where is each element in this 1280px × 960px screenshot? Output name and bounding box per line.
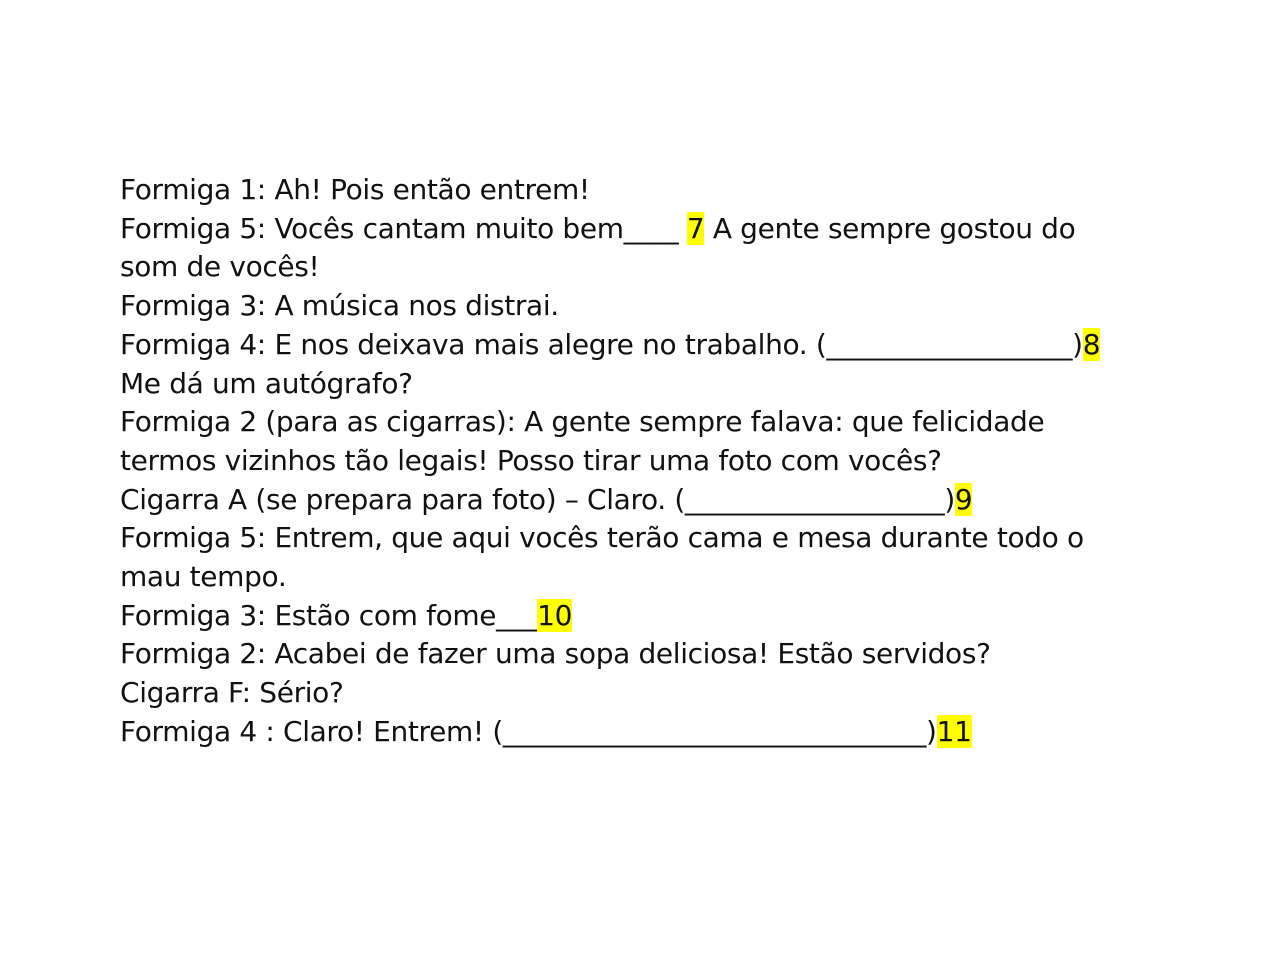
line-text: Formiga 1: Ah! Pois então entrem! [120, 173, 590, 206]
highlighted-number: 9 [954, 482, 973, 516]
highlighted-number: 10 [537, 598, 573, 632]
line-text: Me dá um autógrafo? [120, 366, 413, 400]
text-line [120, 713, 1180, 752]
text-line [120, 171, 1180, 210]
text-line [120, 558, 1180, 597]
text-line [120, 635, 1180, 674]
text-line [120, 248, 1180, 287]
line-text: Formiga 5: Vocês cantam muito bem____ [120, 211, 687, 245]
line-text: mau tempo. [120, 560, 287, 594]
document-body [120, 171, 1180, 752]
line-text: A gente sempre gostou do [704, 211, 1076, 245]
line-text: Formiga 4 : Claro! Entrem! (_______________________________) [120, 714, 937, 748]
line-text: termos vizinhos tão legais! Posso tirar uma foto com vocês? [120, 443, 942, 477]
text-line [120, 326, 1180, 365]
highlighted-number: 11 [936, 714, 972, 748]
text-line [120, 442, 1180, 481]
line-text: Formiga 4: E nos deixava mais alegre no trabalho. (__________________) [120, 327, 1083, 361]
line-text: Cigarra F: Sério? [120, 676, 344, 710]
line-text: Cigarra A (se prepara para foto) – Claro. (___________________) [120, 482, 955, 516]
text-line [120, 403, 1180, 442]
line-text: Formiga 3: Estão com fome___ [120, 598, 538, 632]
text-line [120, 597, 1180, 636]
highlighted-number: 7 [686, 211, 705, 245]
line-text: som de vocês! [120, 250, 320, 284]
text-line [120, 674, 1180, 713]
line-text: Formiga 2 (para as cigarras): A gente sempre falava: que felicidade [120, 405, 1045, 439]
text-line [120, 365, 1180, 404]
text-line [120, 287, 1180, 326]
text-line [120, 481, 1180, 520]
line-text: Formiga 2: Acabei de fazer uma sopa deliciosa! Estão servidos? [120, 637, 991, 671]
text-line [120, 210, 1180, 249]
line-text: Formiga 3: A música nos distrai. [120, 289, 559, 323]
line-text: Formiga 5: Entrem, que aqui vocês terão cama e mesa durante todo o [120, 521, 1084, 555]
highlighted-number: 8 [1082, 327, 1101, 361]
text-line [120, 519, 1180, 558]
